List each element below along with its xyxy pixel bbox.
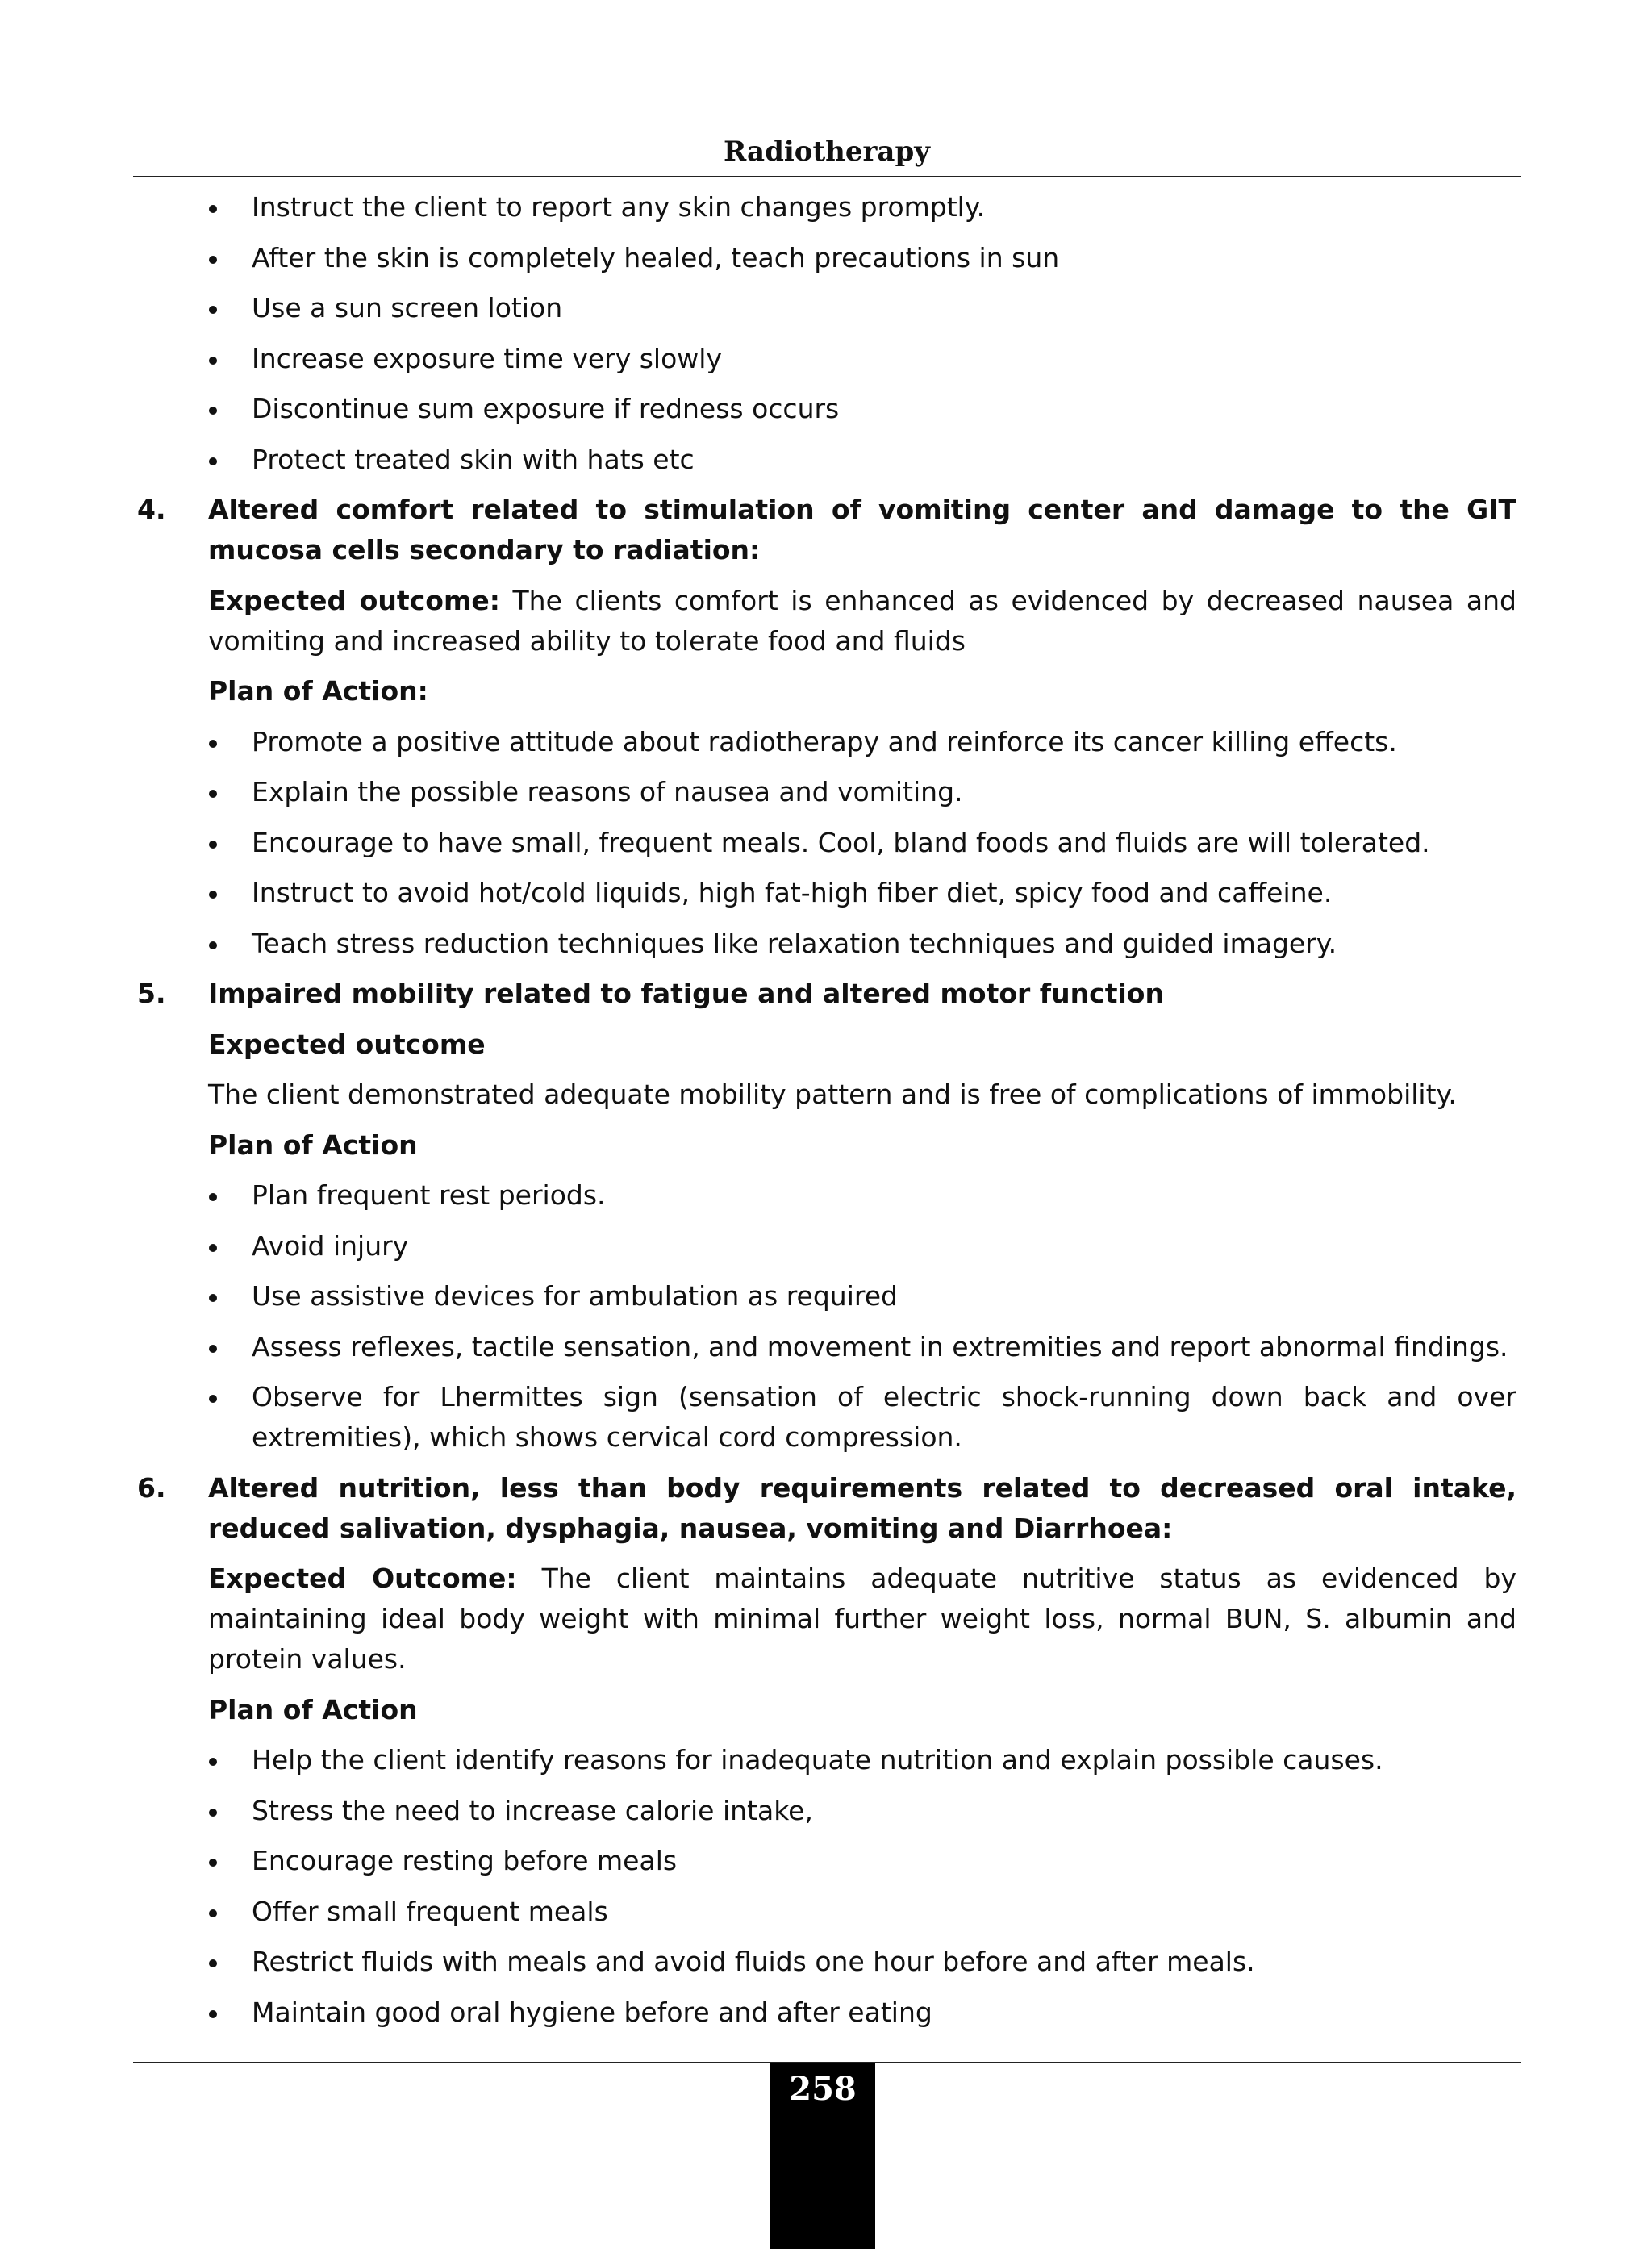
page-content [133,187,1516,2042]
list-item: Discontinue sum exposure if redness occurs [133,389,1516,429]
section-heading [133,490,1516,570]
section-number: 5. [137,978,166,1009]
list-item: Stress the need to increase calorie intake, [133,1791,1516,1831]
page-header: Radiotherapy [724,136,930,168]
plan-of-action-label: Plan of Action: [208,675,428,707]
expected-outcome-text: The client demonstrated adequate mobility pattern and is free of complications of immobility. [208,1079,1457,1110]
section-number: 6. [137,1471,166,1504]
list-item: Offer small frequent meals [133,1892,1516,1932]
section-heading [133,974,1516,1014]
section-5 [133,974,1516,1458]
plan-bullet-list [133,722,1516,964]
list-item: Avoid injury [133,1226,1516,1266]
list-item: Encourage resting before meals [133,1841,1516,1881]
section-title: Impaired mobility related to fatigue and altered motor function [208,978,1164,1009]
plan-bullet-list [133,1175,1516,1458]
list-item: Instruct the client to report any skin changes promptly. [133,187,1516,227]
page-number: 258 [789,2070,857,2108]
list-item: After the skin is completely healed, teach precautions in sun [133,238,1516,278]
expected-outcome-text: The client maintains adequate nutritive status as evidenced by maintaining ideal body weight with minimal further weight loss, normal BUN, S. albumin and protein values. [208,1563,1516,1675]
list-item: Help the client identify reasons for inadequate nutrition and explain possible causes. [133,1740,1516,1780]
header-rule [133,176,1521,177]
list-item: Teach stress reduction techniques like relaxation techniques and guided imagery. [133,924,1516,964]
expected-outcome-text: The clients comfort is enhanced as evidenced by decreased nausea and vomiting and increased ability to tolerate food and fluids [208,584,1517,657]
expected-outcome [133,1558,1516,1679]
intro-bullet-list [133,187,1516,480]
list-item: Increase exposure time very slowly [133,339,1516,379]
list-item: Protect treated skin with hats etc [133,440,1516,480]
list-item: Observe for Lhermittes sign (sensation of electric shock-running down back and over extremities), which shows cervical cord compression. [133,1377,1516,1458]
list-item: Instruct to avoid hot/cold liquids, high fat-high fiber diet, spicy food and caffeine. [133,873,1516,913]
list-item: Explain the possible reasons of nausea and vomiting. [133,772,1516,812]
expected-outcome [133,581,1516,661]
section-4 [133,490,1516,964]
list-item: Encourage to have small, frequent meals. Cool, bland foods and fluids are will tolerated. [133,823,1516,863]
list-item: Restrict fluids with meals and avoid fluids one hour before and after meals. [133,1942,1516,1982]
section-heading [133,1468,1516,1549]
plan-bullet-list [133,1740,1516,2033]
list-item: Assess reflexes, tactile sensation, and movement in extremities and report abnormal findings. [133,1327,1516,1367]
list-item: Maintain good oral hygiene before and after eating [133,1992,1516,2033]
section-number: 4. [137,494,166,525]
expected-outcome-label: Expected Outcome: [208,1563,517,1594]
list-item: Plan frequent rest periods. [133,1175,1516,1216]
section-title: Altered nutrition, less than body requirements related to decreased oral intake, reduced salivation, dysphagia, nausea, vomiting and Diarrhoea: [208,1471,1516,1544]
section-6 [133,1468,1516,2033]
section-title: Altered comfort related to stimulation of vomiting center and damage to the GIT mucosa cells secondary to radiation: [208,494,1516,565]
plan-of-action-label: Plan of Action [208,1129,418,1161]
expected-outcome-label: Expected outcome [208,1028,486,1060]
list-item: Use a sun screen lotion [133,288,1516,328]
page-number-tab [770,2063,875,2249]
list-item: Promote a positive attitude about radiotherapy and reinforce its cancer killing effects. [133,722,1516,762]
expected-outcome-label: Expected outcome: [208,584,500,616]
plan-of-action-label: Plan of Action [208,1693,418,1725]
list-item: Use assistive devices for ambulation as required [133,1276,1516,1316]
